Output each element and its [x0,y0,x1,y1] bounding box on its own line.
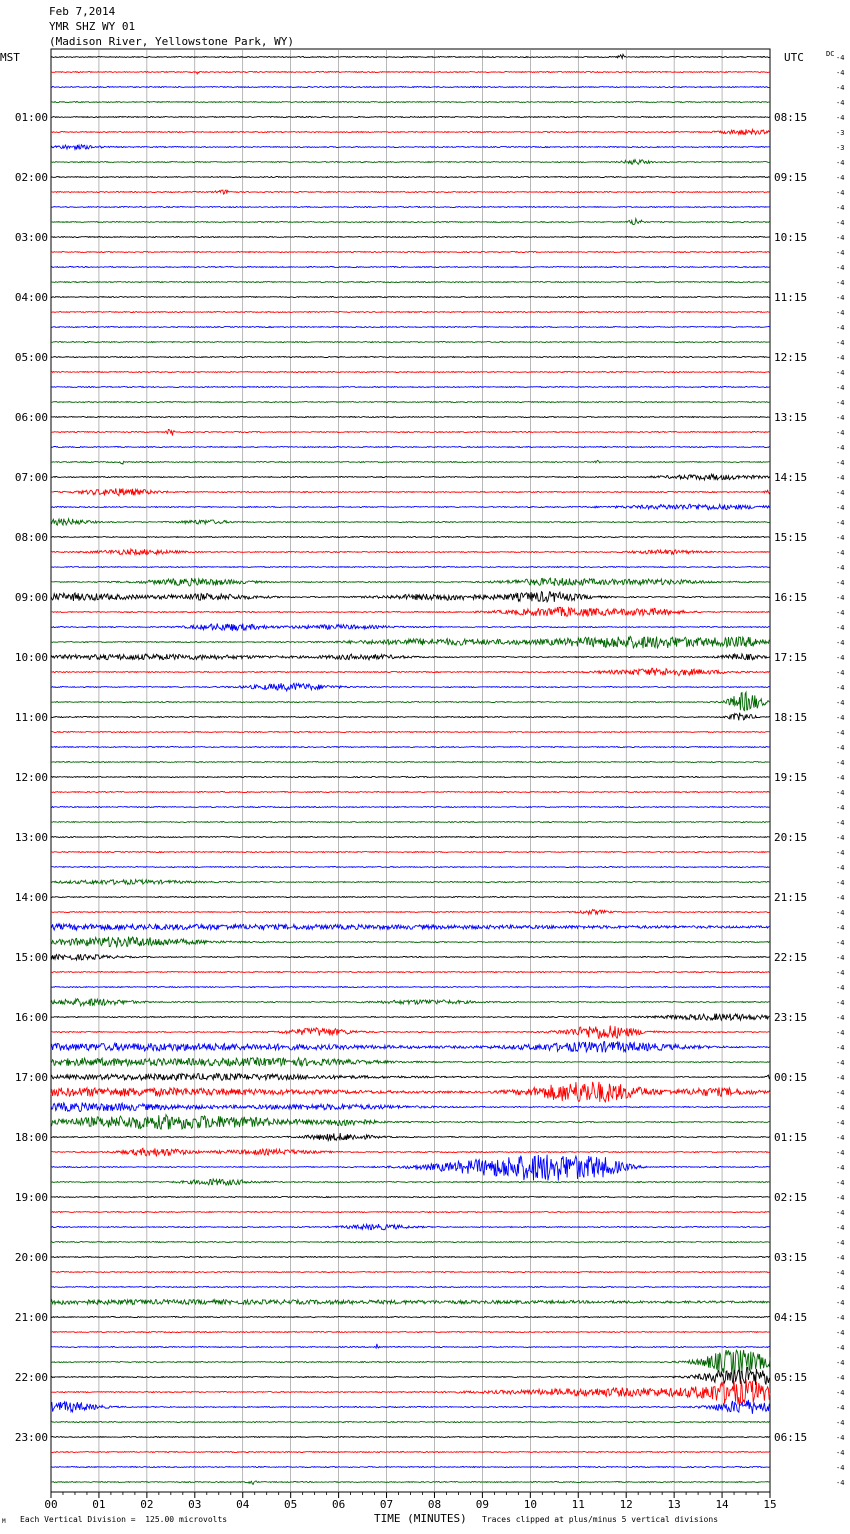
dc-offset-label: -4 [836,1134,845,1142]
x-tick-label: 14 [715,1498,729,1511]
x-tick-label: 06 [331,1498,346,1511]
trace-row-16 [51,297,770,298]
trace-row-89 [51,1379,770,1404]
dc-offset-label: -3 [836,129,845,137]
dc-offset-label: -4 [836,969,845,977]
left-hour-label: 01:00 [14,111,48,124]
dc-offset-label: -4 [836,654,845,662]
trace-row-10 [51,207,770,208]
dc-offset-label: -4 [836,1269,845,1277]
trace-row-5 [51,129,770,135]
trace-row-40 [51,654,770,660]
trace-row-78 [51,1224,770,1230]
dc-offset-label: -4 [836,939,845,947]
right-hour-label: 15:15 [774,531,808,544]
dc-offset-label: -4 [836,984,845,992]
dc-offset-label: -4 [836,1059,845,1067]
dc-offset-label: -4 [836,1119,845,1127]
left-hour-label: 23:00 [14,1431,48,1444]
dc-offset-label: -4 [836,1149,845,1157]
dc-offset-label: -4 [836,1404,845,1412]
left-hour-label: 05:00 [14,351,48,364]
left-hour-label: 15:00 [14,951,48,964]
left-hour-label: 21:00 [14,1311,48,1324]
dc-offset-label: -4 [836,189,845,197]
left-hour-label: 07:00 [14,471,48,484]
x-tick-label: 15 [763,1498,777,1511]
trace-row-39 [51,636,770,648]
right-hour-label: 01:15 [774,1131,808,1144]
scale-note: Each Vertical Division = 125.00 microvolts [20,1515,228,1524]
left-hour-label: 08:00 [14,531,48,544]
left-hour-label: 20:00 [14,1251,48,1264]
trace-row-30 [51,504,770,510]
x-tick-label: 09 [475,1498,490,1511]
right-hour-label: 08:15 [774,111,808,124]
dc-offset-label: -4 [836,624,845,632]
trace-row-48 [51,777,770,778]
dc-offset-label: -4 [836,1449,845,1457]
dc-offset-label: -4 [836,234,845,242]
trace-row-27 [51,460,770,464]
dc-offset-label: -4 [836,519,845,527]
trace-row-34 [51,567,770,568]
dc-offset-label: -3 [836,144,845,152]
right-hour-label: 12:15 [774,351,808,364]
dc-offset-label: -4 [836,219,845,227]
dc-offset-label: -4 [836,249,845,257]
trace-row-51 [51,822,770,823]
trace-row-56 [51,897,770,898]
trace-row-20 [51,357,770,358]
x-tick-label: 00 [44,1498,58,1511]
dc-offset-label: -4 [836,819,845,827]
trace-row-26 [51,447,770,448]
dc-offset-label: -4 [836,564,845,572]
dc-offset-label: -4 [836,1224,845,1232]
right-hour-label: 04:15 [774,1311,808,1324]
dc-offset-label: -4 [836,1209,845,1217]
right-hour-label: 20:15 [774,831,808,844]
trace-row-61 [51,972,770,973]
right-hour-label: 21:15 [774,891,808,904]
dc-offset-label: -4 [836,1194,845,1202]
trace-row-64 [51,1014,770,1021]
trace-row-46 [51,747,770,748]
trace-row-66 [51,1042,770,1053]
dc-offset-label: -4 [836,1359,845,1367]
trace-row-73 [51,1148,770,1156]
dc-offset-label: -4 [836,549,845,557]
trace-row-43 [51,692,770,711]
trace-row-85 [51,1332,770,1333]
dc-offset-label: -4 [836,729,845,737]
dc-offset-label: -4 [836,609,845,617]
dc-offset-label: -4 [836,1029,845,1037]
trace-row-69 [51,1082,770,1102]
trace-row-9 [51,190,770,194]
trace-row-75 [51,1179,770,1185]
trace-row-11 [51,219,770,225]
trace-row-70 [51,1103,770,1112]
trace-row-58 [51,924,770,930]
trace-row-6 [51,145,770,150]
x-tick-label: 01 [92,1498,106,1511]
trace-row-1 [51,72,770,74]
trace-row-86 [51,1344,770,1348]
trace-row-19 [51,342,770,343]
dc-offset-label: -4 [836,1014,845,1022]
right-hour-label: 11:15 [774,291,808,304]
trace-row-35 [51,578,770,586]
left-hour-label: 12:00 [14,771,48,784]
right-hour-label: 05:15 [774,1371,808,1384]
dc-offset-label: -4 [836,174,845,182]
trace-row-57 [51,910,770,915]
trace-row-13 [51,252,770,253]
trace-row-41 [51,668,770,676]
dc-offset-label: -4 [836,849,845,857]
dc-offset-label: -4 [836,1479,845,1487]
dc-offset-label: -4 [836,1284,845,1292]
trace-row-68 [51,1074,770,1081]
trace-row-37 [51,607,770,616]
dc-offset-label: -4 [836,489,845,497]
left-hour-label: 14:00 [14,891,48,904]
dc-offset-label: -4 [836,1254,845,1262]
trace-row-31 [51,519,770,525]
dc-offset-label: -4 [836,1164,845,1172]
dc-offset-label: -4 [836,1434,845,1442]
right-hour-label: 18:15 [774,711,808,724]
dc-offset-label: -4 [836,999,845,1007]
right-hour-label: 19:15 [774,771,808,784]
left-hour-label: 10:00 [14,651,48,664]
left-hour-label: 02:00 [14,171,48,184]
right-hour-label: 16:15 [774,591,808,604]
x-axis-title: TIME (MINUTES) [374,1512,467,1525]
right-hour-label: 02:15 [774,1191,808,1204]
dc-offset-label: -4 [836,909,845,917]
right-axis-title: UTC [784,51,804,64]
trace-row-50 [51,807,770,808]
trace-row-62 [51,987,770,988]
dc-offset-label: -4 [836,1089,845,1097]
right-hour-label: 00:15 [774,1071,808,1084]
trace-row-77 [51,1212,770,1213]
trace-row-71 [51,1115,770,1130]
trace-row-76 [51,1197,770,1198]
trace-row-95 [51,1481,770,1484]
dc-offset-label: -4 [836,1299,845,1307]
dc-offset-label: -4 [836,954,845,962]
dc-offset-label: -4 [836,714,845,722]
dc-offset-label: -4 [836,834,845,842]
trace-row-24 [51,417,770,418]
trace-row-52 [51,837,770,838]
trace-row-65 [51,1026,770,1039]
x-tick-label: 08 [427,1498,442,1511]
dc-offset-label: -4 [836,294,845,302]
dc-offset-label: -4 [836,744,845,752]
right-hour-label: 17:15 [774,651,808,664]
x-tick-label: 05 [284,1498,298,1511]
dc-offset-label: -4 [836,309,845,317]
trace-row-22 [51,387,770,388]
left-hour-label: 04:00 [14,291,48,304]
trace-row-90 [51,1400,770,1414]
trace-row-60 [51,954,770,960]
dc-offset-label: -4 [836,69,845,77]
left-hour-label: 06:00 [14,411,48,424]
dc-offset-label: -4 [836,459,845,467]
dc-offset-label: -4 [836,759,845,767]
x-tick-label: 11 [571,1498,585,1511]
right-hour-label: 10:15 [774,231,808,244]
trace-row-28 [51,474,770,480]
dc-offset-label: -4 [836,354,845,362]
dc-offset-label: -4 [836,579,845,587]
trace-row-87 [51,1350,770,1374]
right-hour-label: 13:15 [774,411,808,424]
x-tick-label: 10 [523,1498,537,1511]
x-tick-label: 04 [236,1498,250,1511]
left-hour-label: 13:00 [14,831,48,844]
trace-row-91 [51,1422,770,1423]
trace-row-32 [51,537,770,538]
dc-offset-label: -4 [836,924,845,932]
dc-offset-label: -4 [836,1314,845,1322]
trace-row-29 [51,488,770,495]
trace-row-23 [51,402,770,403]
x-tick-label: 07 [379,1498,394,1511]
trace-row-38 [51,624,770,631]
trace-row-21 [51,372,770,373]
right-hour-label: 14:15 [774,471,808,484]
dc-offset-label: -4 [836,159,845,167]
dc-offset-label: -4 [836,204,845,212]
dc-offset-label: -4 [836,534,845,542]
trace-row-88 [51,1367,770,1385]
corner-mark: M [2,1518,6,1525]
dc-offset-label: -4 [836,894,845,902]
trace-row-67 [51,1058,770,1066]
left-hour-label: 16:00 [14,1011,48,1024]
header-location: (Madison River, Yellowstone Park, WY) [49,35,295,48]
left-hour-label: 22:00 [14,1371,48,1384]
dc-offset-label: -4 [836,474,845,482]
dc-offset-label: -4 [836,594,845,602]
left-hour-label: 18:00 [14,1131,48,1144]
dc-offset-label: -4 [836,864,845,872]
clip-note: Traces clipped at plus/minus 5 vertical divisions [482,1515,719,1524]
trace-row-74 [51,1155,770,1181]
trace-row-3 [51,102,770,103]
trace-row-25 [51,429,770,435]
trace-row-94 [51,1467,770,1468]
dc-offset-label: -4 [836,384,845,392]
dc-offset-label: -4 [836,1044,845,1052]
trace-row-54 [51,867,770,868]
dc-offset-label: -4 [836,1329,845,1337]
x-tick-label: 13 [667,1498,681,1511]
right-hour-label: 03:15 [774,1251,808,1264]
trace-row-8 [51,177,770,178]
dc-offset-label: -4 [836,789,845,797]
trace-row-17 [51,312,770,313]
left-hour-label: 03:00 [14,231,48,244]
left-axis-title: MST [0,51,20,64]
x-tick-label: 03 [188,1498,202,1511]
trace-row-18 [51,327,770,328]
dc-offset-label: -4 [836,669,845,677]
left-hour-label: 09:00 [14,591,48,604]
dc-offset-label: -4 [836,444,845,452]
trace-row-83 [51,1300,770,1305]
dc-offset-label: -4 [836,264,845,272]
trace-row-7 [51,160,770,165]
trace-row-36 [51,592,770,602]
trace-row-15 [51,282,770,283]
dc-offset-label: -4 [836,804,845,812]
trace-row-79 [51,1242,770,1243]
right-hour-label: 22:15 [774,951,808,964]
trace-row-49 [51,792,770,793]
left-hour-label: 19:00 [14,1191,48,1204]
trace-row-33 [51,549,770,555]
dc-offset-label: -4 [836,369,845,377]
trace-row-12 [51,237,770,238]
trace-row-4 [51,117,770,118]
dc-offset-label: -4 [836,1344,845,1352]
trace-row-59 [51,937,770,947]
dc-offset-label: -4 [836,774,845,782]
trace-row-0 [51,54,770,58]
dc-offset-label: -4 [836,324,845,332]
trace-row-81 [51,1272,770,1273]
dc-offset-label: -4 [836,1179,845,1187]
dc-offset-label: -4 [836,639,845,647]
trace-row-92 [51,1437,770,1438]
dc-label: DC [826,50,835,58]
dc-offset-label: -4 [836,339,845,347]
trace-row-82 [51,1287,770,1288]
trace-row-45 [51,732,770,733]
trace-row-44 [51,713,770,721]
trace-row-93 [51,1452,770,1453]
left-hour-label: 17:00 [14,1071,48,1084]
trace-row-72 [51,1133,770,1141]
dc-offset-label: -4 [836,279,845,287]
dc-offset-label: -4 [836,1239,845,1247]
dc-offset-label: -4 [836,84,845,92]
dc-offset-label: -4 [836,1074,845,1082]
trace-row-42 [51,683,770,691]
dc-offset-label: -4 [836,1374,845,1382]
right-hour-label: 09:15 [774,171,808,184]
plot-frame [51,49,770,1492]
dc-offset-label: -4 [836,114,845,122]
dc-offset-label: -4 [836,414,845,422]
dc-offset-label: -4 [836,1419,845,1427]
header-date: Feb 7,2014 [49,5,116,18]
right-hour-label: 23:15 [774,1011,808,1024]
dc-offset-label: -4 [836,879,845,887]
dc-offset-label: -4 [836,99,845,107]
trace-row-80 [51,1257,770,1258]
x-tick-label: 02 [140,1498,154,1511]
trace-row-63 [51,999,770,1006]
trace-row-2 [51,87,770,88]
dc-offset-label: -4 [836,699,845,707]
dc-offset-label: -4 [836,684,845,692]
x-tick-label: 12 [619,1498,633,1511]
dc-offset-label: -4 [836,399,845,407]
dc-offset-label: -4 [836,504,845,512]
dc-offset-label: -4 [836,429,845,437]
trace-row-14 [51,267,770,268]
trace-row-84 [51,1317,770,1318]
trace-row-55 [51,880,770,885]
dc-offset-label: -4 [836,1104,845,1112]
header-station: YMR SHZ WY 01 [49,20,136,33]
dc-offset-label: -4 [836,1389,845,1397]
left-hour-label: 11:00 [14,711,48,724]
trace-row-53 [51,852,770,853]
dc-offset-label: -4 [836,54,845,62]
right-hour-label: 06:15 [774,1431,808,1444]
dc-offset-label: -4 [836,1464,845,1472]
trace-row-47 [51,762,770,763]
